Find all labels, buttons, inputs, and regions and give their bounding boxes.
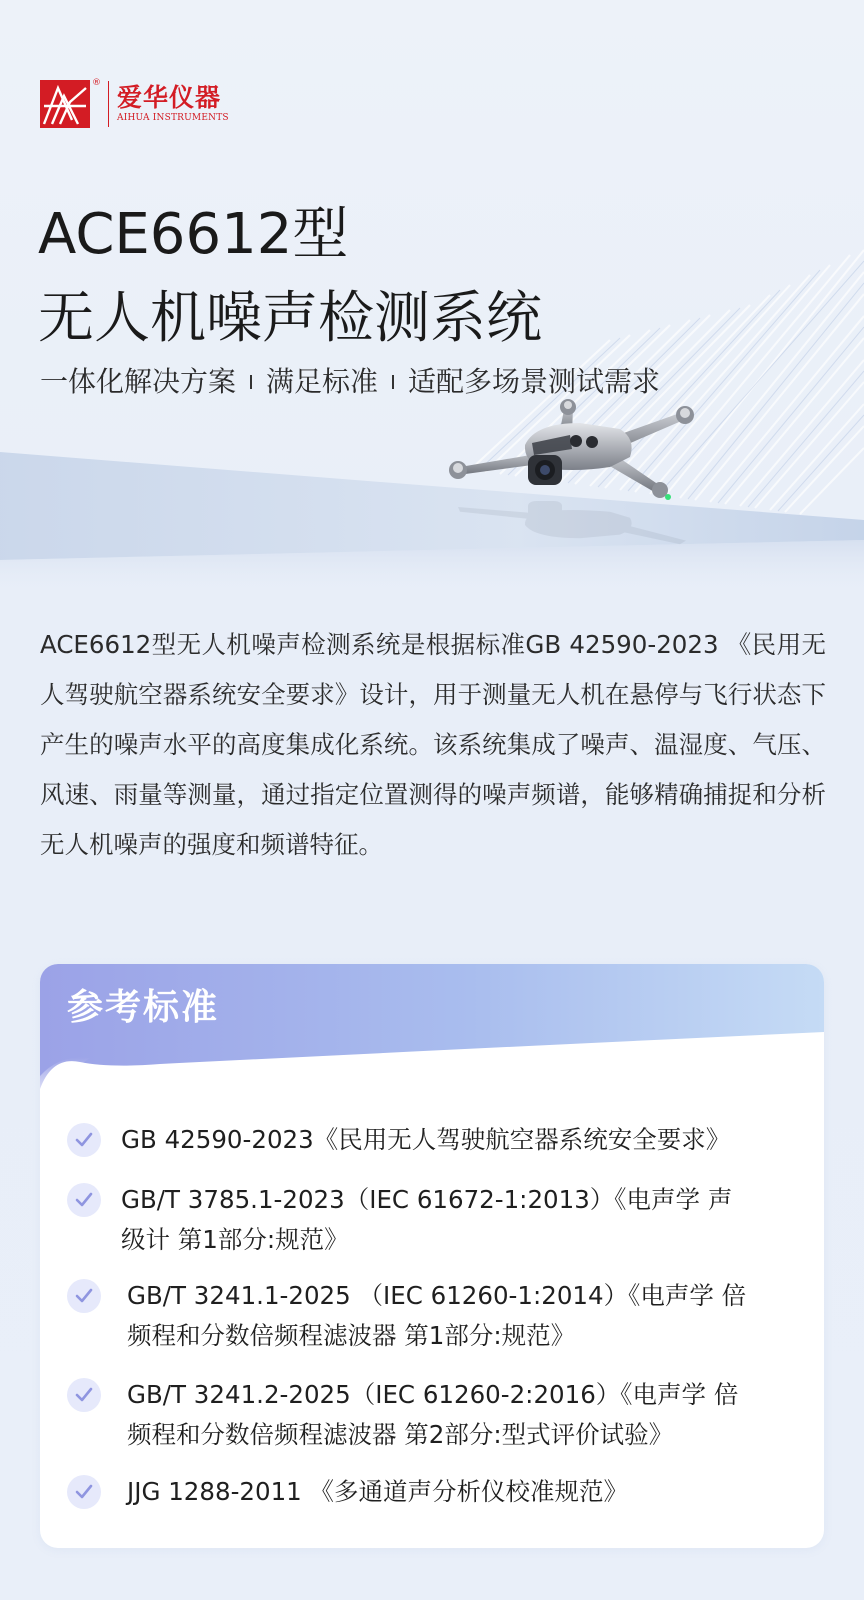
standard-line: GB/T 3241.1-2025 （IEC 61260-1:2014）《电声学 倍	[127, 1281, 747, 1310]
brand-logo[interactable]	[40, 80, 229, 128]
check-icon	[67, 1183, 101, 1217]
tagline-item: 一体化解决方案	[40, 365, 237, 398]
standard-text	[121, 1120, 730, 1160]
product-title-name: 无人机噪声检测系统	[38, 286, 542, 351]
standard-text	[127, 1472, 628, 1512]
standard-text	[127, 1375, 738, 1455]
logo-divider	[108, 81, 109, 127]
standards-title: 参考标准	[67, 987, 220, 1028]
standard-item	[67, 1120, 797, 1160]
standard-line: 频程和分数倍频程滤波器 第1部分:规范》	[127, 1321, 576, 1350]
product-description: ACE6612型无人机噪声检测系统是根据标准GB 42590-2023 《民用无人驾驶航空器系统安全要求》设计，用于测量无人机在悬停与飞行状态下产生的噪声水平的高度集成化系统。该系统集成了噪声、温湿度、气压、风速、雨量等测量，通过指定位置测得的噪声频谱，能够精确捕捉和分析无人机噪声的强度和频谱特征。	[40, 630, 826, 859]
standard-line: GB/T 3241.2-2025（IEC 61260-2:2016）《电声学 倍	[127, 1380, 739, 1409]
standards-card	[40, 964, 824, 1548]
check-icon	[67, 1378, 101, 1412]
standard-line: 频程和分数倍频程滤波器 第2部分:型式评价试验》	[127, 1420, 674, 1449]
brand-name-en: AIHUA INSTRUMENTS	[117, 113, 229, 123]
drone-reflection	[440, 483, 710, 555]
logo-text	[117, 84, 229, 124]
standard-line: GB 42590-2023《民用无人驾驶航空器系统安全要求》	[121, 1125, 731, 1154]
check-icon	[67, 1279, 101, 1313]
check-icon	[67, 1475, 101, 1509]
standard-line: GB/T 3785.1-2023（IEC 61672-1:2013）《电声学 声	[121, 1185, 733, 1214]
aihua-logo-icon	[40, 80, 90, 128]
tagline-item: 满足标准	[266, 365, 379, 398]
standard-item	[67, 1276, 797, 1356]
hero-banner	[0, 0, 864, 600]
standard-text	[127, 1276, 746, 1356]
standard-item	[67, 1375, 797, 1455]
tagline-item: 适配多场景测试需求	[408, 365, 661, 398]
standard-item	[67, 1472, 797, 1512]
brand-name-cn: 爱华仪器	[117, 83, 222, 112]
product-title-model: ACE6612型	[38, 202, 349, 267]
standard-item	[67, 1180, 797, 1260]
standard-line: 级计 第1部分:规范》	[121, 1225, 349, 1254]
standard-line: JJG 1288-2011 《多通道声分析仪校准规范》	[127, 1477, 629, 1506]
tagline-separator	[392, 375, 394, 389]
check-icon	[67, 1123, 101, 1157]
standard-text	[121, 1180, 732, 1260]
tagline-separator	[250, 375, 252, 389]
registered-mark: ®	[92, 78, 101, 88]
